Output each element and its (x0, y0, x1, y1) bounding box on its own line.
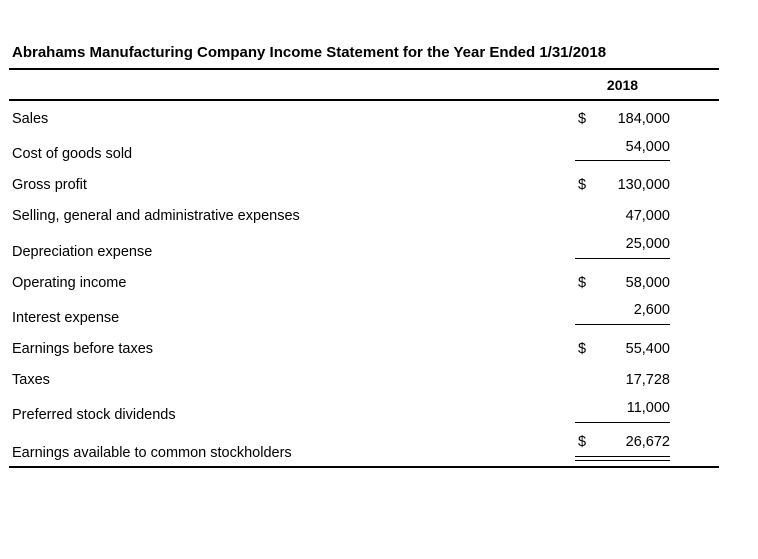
row-amount-taxes: 17,728 (625, 372, 670, 388)
row-dollar-earnings-available: $ (578, 434, 587, 450)
row-amount-sales: 184,000 (617, 111, 670, 127)
statement-title: Abrahams Manufacturing Company Income Statement for the Year Ended 1/31/2018 (12, 44, 607, 61)
row-label-gross-profit: Gross profit (12, 177, 87, 193)
row-label-depreciation-expense: Depreciation expense (12, 244, 153, 260)
row-label-operating-income: Operating income (12, 275, 127, 291)
subtotal-underline (575, 160, 670, 161)
row-dollar-sales: $ (578, 111, 587, 127)
row-amount-operating-income: 58,000 (625, 275, 670, 291)
row-dollar-operating-income: $ (578, 275, 587, 291)
column-header-year: 2018 (606, 77, 639, 93)
row-label-interest-expense: Interest expense (12, 310, 120, 326)
bottom-rule (9, 466, 719, 468)
row-label-earnings-available: Earnings available to common stockholders (12, 445, 292, 461)
row-label-earnings-before-taxes: Earnings before taxes (12, 341, 154, 357)
row-amount-depreciation-expense: 25,000 (625, 236, 670, 252)
row-amount-interest-expense: 2,600 (633, 302, 670, 318)
subtotal-underline (575, 258, 670, 259)
row-amount-earnings-available: 26,672 (625, 434, 670, 450)
subtotal-underline (575, 324, 670, 325)
row-label-sga-expenses: Selling, general and administrative expenses (12, 208, 300, 224)
row-amount-preferred-stock-dividends: 11,000 (626, 400, 670, 416)
row-amount-earnings-before-taxes: 55,400 (625, 341, 670, 357)
subtotal-underline (575, 422, 670, 423)
header-rule (9, 99, 719, 101)
top-rule (9, 68, 719, 70)
row-amount-sga-expenses: 47,000 (625, 208, 670, 224)
row-amount-cost-of-goods-sold: 54,000 (625, 139, 670, 155)
row-label-preferred-stock-dividends: Preferred stock dividends (12, 407, 176, 423)
row-label-taxes: Taxes (12, 372, 50, 388)
row-amount-gross-profit: 130,000 (617, 177, 670, 193)
total-double-underline (575, 456, 670, 461)
row-label-cost-of-goods-sold: Cost of goods sold (12, 146, 133, 162)
row-dollar-gross-profit: $ (578, 177, 587, 193)
row-dollar-earnings-before-taxes: $ (578, 341, 587, 357)
row-label-sales: Sales (12, 111, 49, 127)
